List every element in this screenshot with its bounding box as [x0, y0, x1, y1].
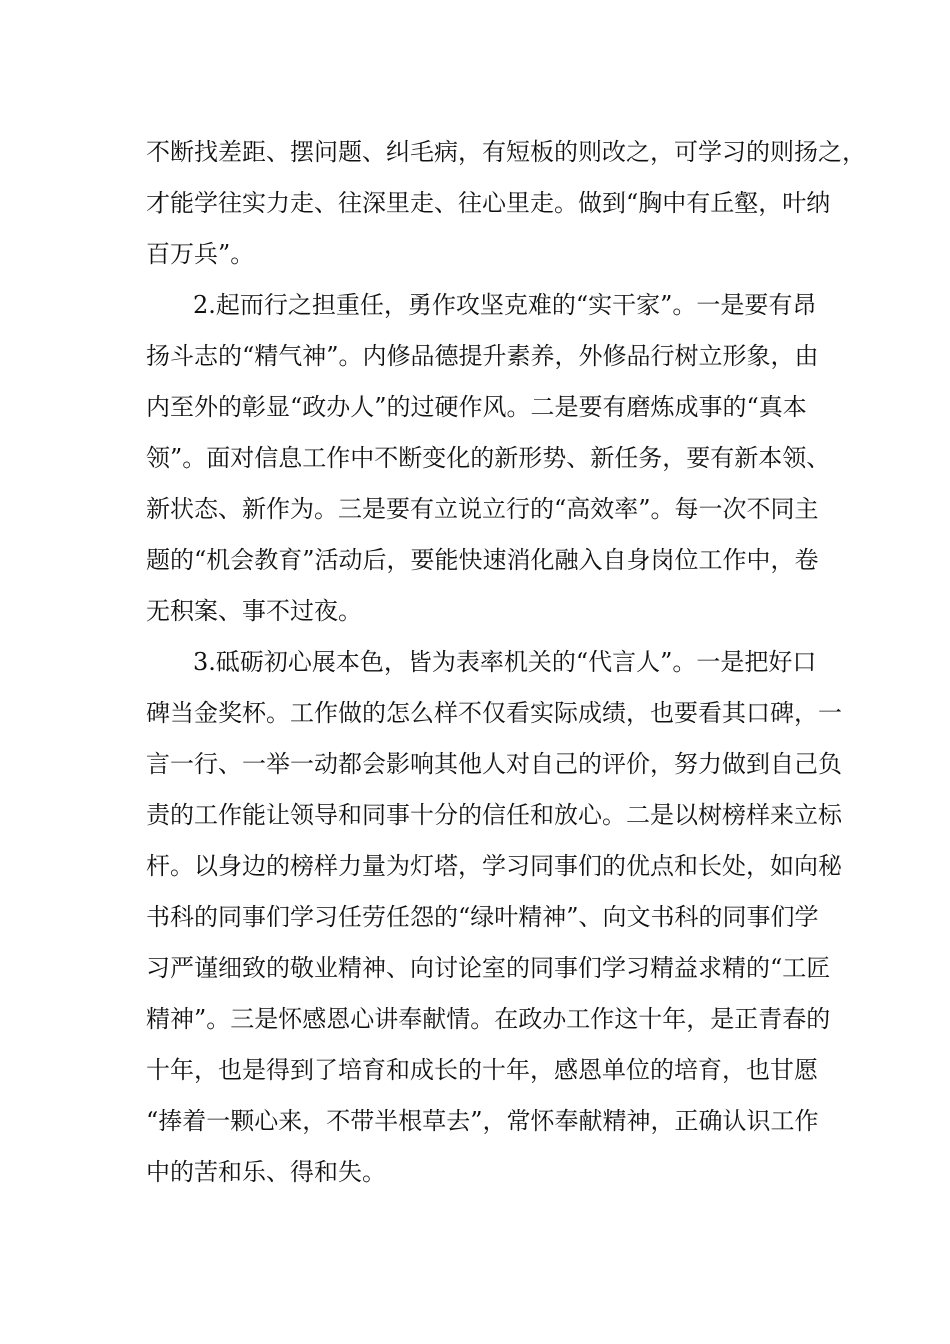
- paragraph-2-line-2: 扬斗志的“精气神”。内修品德提升素养，外修品行树立形象，由: [146, 342, 819, 370]
- paragraph-3-line-7: 习严谨细致的敬业精神、向讨论室的同事们学习精益求精的“工匠: [146, 954, 831, 982]
- paragraph-2-line-7: 无积案、事不过夜。: [146, 597, 362, 625]
- paragraph-2-line-1: 2.起而行之担重任，勇作攻坚克难的“实干家”。一是要有昂: [193, 291, 817, 319]
- paragraph-3-line-10: “捧着一颗心来，不带半根草去”，常怀奉献精神，正确认识工作: [146, 1107, 819, 1135]
- paragraph-1-line-1: 不断找差距、摆问题、纠毛病，有短板的则改之，可学习的则扬之，: [146, 138, 866, 166]
- paragraph-3-line-3: 言一行、一举一动都会影响其他人对自己的评价，努力做到自己负: [146, 750, 842, 778]
- paragraph-3-line-6: 书科的同事们学习任劳任怨的“绿叶精神”、向文书科的同事们学: [146, 903, 819, 931]
- paragraph-1-line-3: 百万兵”。: [146, 240, 255, 268]
- paragraph-3-line-2: 碑当金奖杯。工作做的怎么样不仅看实际成绩，也要看其口碑，一: [146, 699, 842, 727]
- paragraph-3-line-11: 中的苦和乐、得和失。: [146, 1158, 386, 1186]
- paragraph-3-line-5: 杆。以身边的榜样力量为灯塔，学习同事们的优点和长处，如向秘: [146, 852, 842, 880]
- paragraph-1-line-2: 才能学往实力走、往深里走、往心里走。做到“胸中有丘壑，叶纳: [146, 189, 831, 217]
- paragraph-3-line-1: 3.砥砺初心展本色，皆为表率机关的“代言人”。一是把好口: [193, 648, 817, 676]
- paragraph-3-line-9: 十年，也是得到了培育和成长的十年，感恩单位的培育，也甘愿: [146, 1056, 818, 1084]
- paragraph-2-line-6: 题的“机会教育”活动后，要能快速消化融入自身岗位工作中，卷: [146, 546, 819, 574]
- paragraph-2-line-5: 新状态、新作为。三是要有立说立行的“高效率”。每一次不同主: [146, 495, 819, 523]
- paragraph-3-line-4: 责的工作能让领导和同事十分的信任和放心。二是以树榜样来立标: [146, 801, 842, 829]
- paragraph-2-line-4: 领”。面对信息工作中不断变化的新形势、新任务，要有新本领、: [146, 444, 831, 472]
- paragraph-3-line-8: 精神”。三是怀感恩心讲奉献情。在政办工作这十年，是正青春的: [146, 1005, 831, 1033]
- paragraph-2-line-3: 内至外的彰显“政办人”的过硬作风。二是要有磨炼成事的“真本: [146, 393, 807, 421]
